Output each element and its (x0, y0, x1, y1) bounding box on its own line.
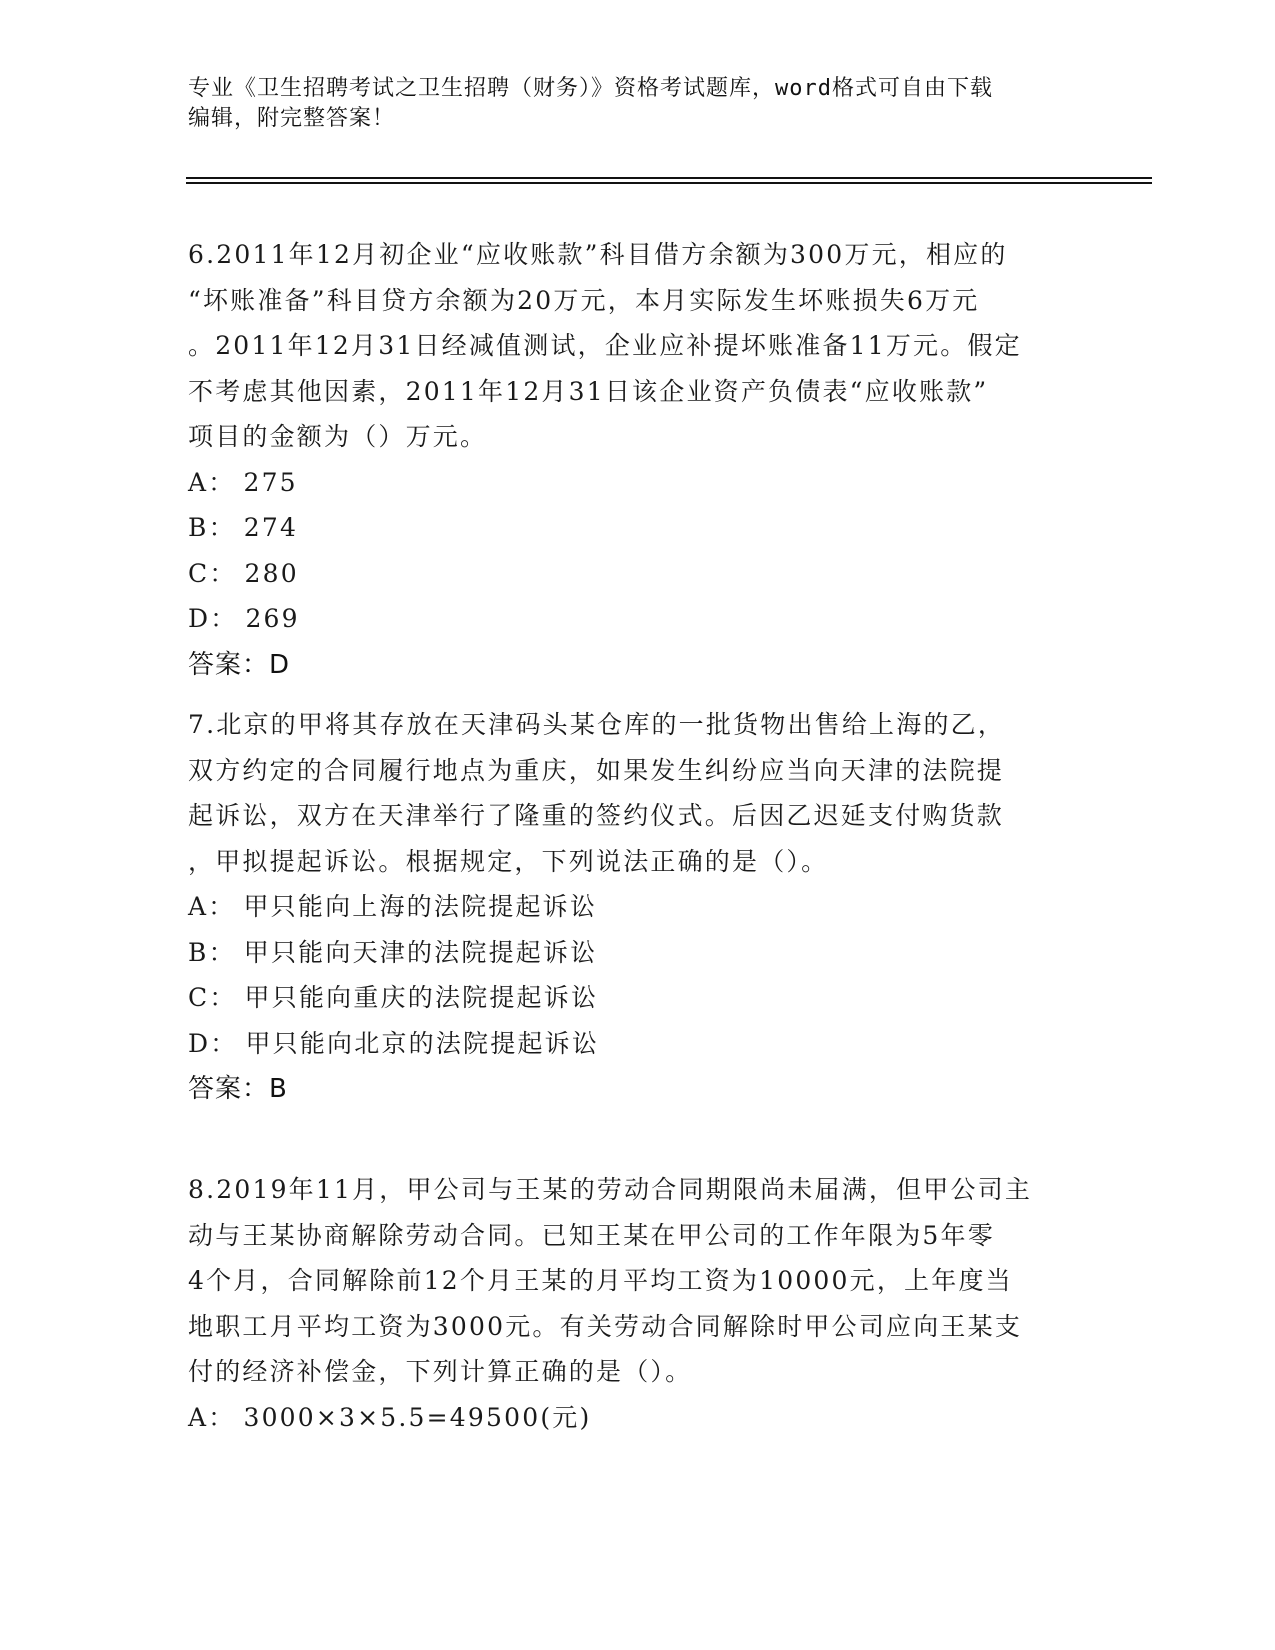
stem-line: 6.2011年12月初企业“应收账款”科目借方余额为300万元，相应的 (188, 240, 1008, 269)
question-stem (188, 702, 1088, 884)
option-letter: B (188, 513, 209, 542)
option-letter: B (188, 937, 209, 967)
stem-line: 8.2019年11月，甲公司与王某的劳动合同期限尚未届满，但甲公司主 (188, 1175, 1033, 1204)
option-d (188, 1021, 1088, 1067)
option-letter: A (188, 467, 209, 497)
option-separator: ： (210, 604, 238, 633)
option-c (188, 975, 1088, 1021)
option-text: 甲只能向上海的法院提起诉讼 (243, 892, 598, 921)
option-text: 274 (243, 513, 299, 542)
question-stem (188, 232, 1088, 460)
option-c (188, 551, 1088, 597)
option-letter: D (188, 1028, 211, 1058)
option-text: 3000×3×5.5=49500(元) (243, 1402, 592, 1432)
answer-line: 答案：B (188, 1074, 288, 1104)
stem-line: 动与王某协商解除劳动合同。已知王某在甲公司的工作年限为5年零 (188, 1220, 995, 1250)
stem-line: ，甲拟提起诉讼。根据规定，下列说法正确的是（）。 (188, 846, 829, 876)
option-text: 275 (243, 467, 298, 497)
option-letter: D (188, 604, 211, 633)
option-text: 甲只能向北京的法院提起诉讼 (245, 1028, 600, 1058)
question-6 (188, 232, 1088, 688)
header-rule-top (186, 177, 1152, 179)
option-letter: A (188, 1402, 209, 1432)
option-separator: ： (208, 892, 236, 921)
stem-line: 。2011年12月31日经减值测试，企业应补提坏账准备11万元。假定 (188, 331, 1022, 360)
option-a (188, 884, 1088, 930)
stem-line: 起诉讼，双方在天津举行了隆重的签约仪式。后因乙迟延支付购货款 (188, 801, 1005, 830)
option-separator: ： (208, 513, 236, 542)
answer-line: 答案：D (188, 649, 291, 680)
stem-line: 付的经济补偿金，下列计算正确的是（）。 (188, 1357, 693, 1386)
stem-line: “坏账准备”科目贷方余额为20万元，本月实际发生坏账损失6万元 (188, 285, 980, 315)
question-stem (188, 1167, 1088, 1395)
header-rule-bottom (186, 182, 1152, 184)
header-line-2: 编辑，附完整答案！ (188, 106, 396, 131)
option-separator: ： (208, 467, 236, 497)
option-d (188, 596, 1088, 642)
option-text: 269 (245, 604, 300, 633)
option-a (188, 460, 1088, 506)
stem-line: 4个月，合同解除前12个月王某的月平均工资为10000元，上年度当 (188, 1266, 1013, 1295)
option-text: 280 (244, 558, 299, 588)
option-separator: ： (208, 1402, 236, 1432)
stem-line: 地职工月平均工资为3000元。有关劳动合同解除时甲公司应向王某支 (188, 1311, 1023, 1341)
option-b (188, 505, 1088, 551)
option-b (188, 930, 1088, 976)
header-line-1: 专业《卫生招聘考试之卫生招聘（财务）》资格考试题库，word格式可自由下载 (188, 76, 993, 101)
option-list (188, 1395, 1088, 1441)
option-separator: ： (209, 983, 237, 1012)
option-text: 甲只能向天津的法院提起诉讼 (243, 937, 598, 967)
option-letter: C (188, 983, 210, 1012)
option-list (188, 884, 1088, 1066)
option-separator: ： (208, 937, 236, 967)
option-separator: ： (209, 558, 237, 588)
stem-line: 7.北京的甲将其存放在天津码头某仓库的一批货物出售给上海的乙， (188, 710, 1006, 739)
option-text: 甲只能向重庆的法院提起诉讼 (244, 983, 599, 1012)
stem-line: 双方约定的合同履行地点为重庆，如果发生纠纷应当向天津的法院提 (188, 755, 1005, 785)
document-header (188, 74, 1088, 134)
question-8 (188, 1167, 1088, 1440)
question-7 (188, 702, 1088, 1112)
stem-line: 项目的金额为（）万元。 (188, 422, 488, 451)
option-letter: A (188, 892, 209, 921)
stem-line: 不考虑其他因素，2011年12月31日该企业资产负债表“应收账款” (188, 376, 989, 406)
option-letter: C (188, 558, 210, 588)
option-a (188, 1395, 1088, 1441)
option-list (188, 460, 1088, 642)
option-separator: ： (210, 1028, 238, 1058)
